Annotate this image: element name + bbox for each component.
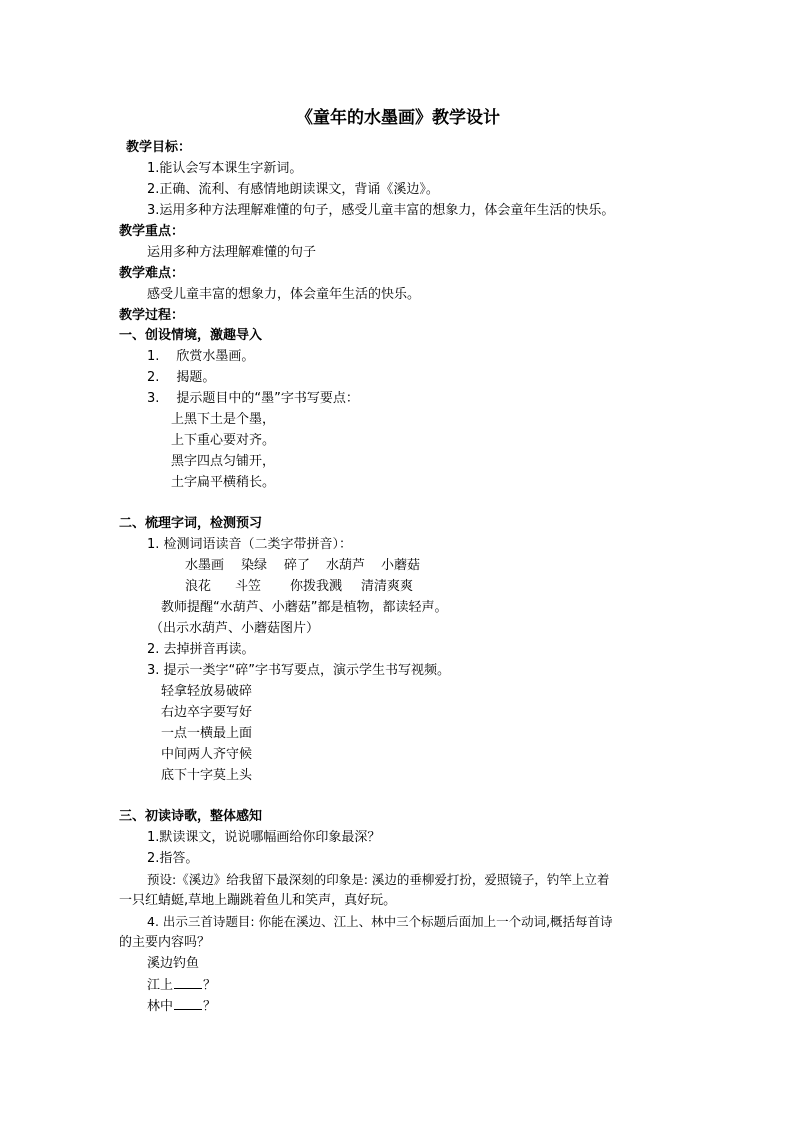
rhyme-line: 轻拿轻放易破碎 <box>161 684 253 699</box>
list-item-cont: 的主要内容吗？ <box>119 935 211 950</box>
word-item: 浪花 <box>185 579 212 594</box>
list-item <box>147 368 215 388</box>
item-text: 欣赏水墨画。 <box>176 349 255 364</box>
list-item: 1. 检测词语读音（二类字带拼音）： <box>147 537 353 552</box>
rhyme-line: 土字扁平横稍长。 <box>171 475 276 490</box>
list-item: 3. 提示一类字“碎”字书写要点，演示学生书写视频。 <box>147 663 451 678</box>
word-item: 小蘑菇 <box>381 558 421 573</box>
rhyme-line: 一点一横最上面 <box>161 726 253 741</box>
objectives-heading: 教学目标： <box>126 140 192 155</box>
item-number: 1. <box>147 349 160 364</box>
question-mark: ？ <box>203 999 217 1014</box>
item-text: 提示题目中的“墨”字书写要点： <box>176 391 359 406</box>
rhyme-line: 上下重心要对齐。 <box>171 433 276 448</box>
list-item: 2. 去掉拼音再读。 <box>147 642 255 657</box>
list-item: 4. 出示三首诗题目: 你能在溪边、江上、林中三个标题后面加上一个动词,概括每首诗 <box>147 914 613 929</box>
process-heading: 教学过程： <box>119 308 185 323</box>
rhyme-line: 中间两人齐守候 <box>161 747 253 762</box>
key-point-heading: 教学重点： <box>119 224 185 239</box>
list-item <box>147 389 359 409</box>
word-item: 斗笠 <box>235 579 262 594</box>
word-item: 清清爽爽 <box>361 579 414 594</box>
preset-answer: 预设:《溪边》给我留下最深刻的印象是: 溪边的垂柳爱打扮，爱照镜子，钓竿上立着 <box>147 872 610 887</box>
answer-line: 溪边钓鱼 <box>147 956 200 971</box>
rhyme-line: 右边卒字要写好 <box>161 705 253 720</box>
section-heading: 三、初读诗歌，整体感知 <box>119 809 263 824</box>
word-item: 水墨画 <box>185 558 225 573</box>
answer-label: 林中 <box>147 999 174 1014</box>
difficulty-text: 感受儿童丰富的想象力，体会童年生活的快乐。 <box>147 287 421 302</box>
word-item: 水葫芦 <box>326 558 366 573</box>
question-mark: ？ <box>203 978 217 993</box>
preset-answer-cont: 一只红蜻蜓,草地上蹦跳着鱼儿和笑声，真好玩。 <box>119 893 397 908</box>
section-heading: 一、创设情境，激趣导入 <box>119 328 263 343</box>
rhyme-line: 黑字四点匀铺开， <box>171 454 276 469</box>
item-number: 2. <box>147 370 160 385</box>
page-title: 《童年的水墨画》教学设计 <box>296 108 500 128</box>
word-item: 染绿 <box>241 558 268 573</box>
rhyme-line: 上黑下土是个墨， <box>171 412 276 427</box>
item-number: 3. <box>147 391 160 406</box>
objective-item: 2.正确、流利、有感情地朗读课文，背诵《溪边》。 <box>147 182 439 197</box>
objective-item: 1.能认会写本课生字新词。 <box>147 161 303 176</box>
list-item: 2.指答。 <box>147 851 199 866</box>
word-item: 你拨我溅 <box>290 579 343 594</box>
list-item <box>147 347 254 367</box>
teacher-note: 教师提醒“水葫芦、小蘑菇”都是植物，都读轻声。 <box>161 600 448 615</box>
answer-line <box>147 996 216 1016</box>
item-text: 揭题。 <box>176 370 216 385</box>
objective-item: 3.运用多种方法理解难懂的句子，感受儿童丰富的想象力，体会童年生活的快乐。 <box>147 203 615 218</box>
fill-blank <box>174 975 202 989</box>
rhyme-line: 底下十字莫上头 <box>161 768 253 783</box>
answer-line <box>147 975 216 995</box>
list-item: 1.默读课文，说说哪幅画给你印象最深？ <box>147 830 381 845</box>
fill-blank <box>174 996 202 1010</box>
word-item: 碎了 <box>284 558 311 573</box>
difficulty-heading: 教学难点： <box>119 266 185 281</box>
section-heading: 二、梳理字词，检测预习 <box>119 516 263 531</box>
key-point-text: 运用多种方法理解难懂的句子 <box>147 245 317 260</box>
teacher-note: （出示水葫芦、小蘑菇图片） <box>150 621 320 636</box>
answer-label: 江上 <box>147 978 174 993</box>
